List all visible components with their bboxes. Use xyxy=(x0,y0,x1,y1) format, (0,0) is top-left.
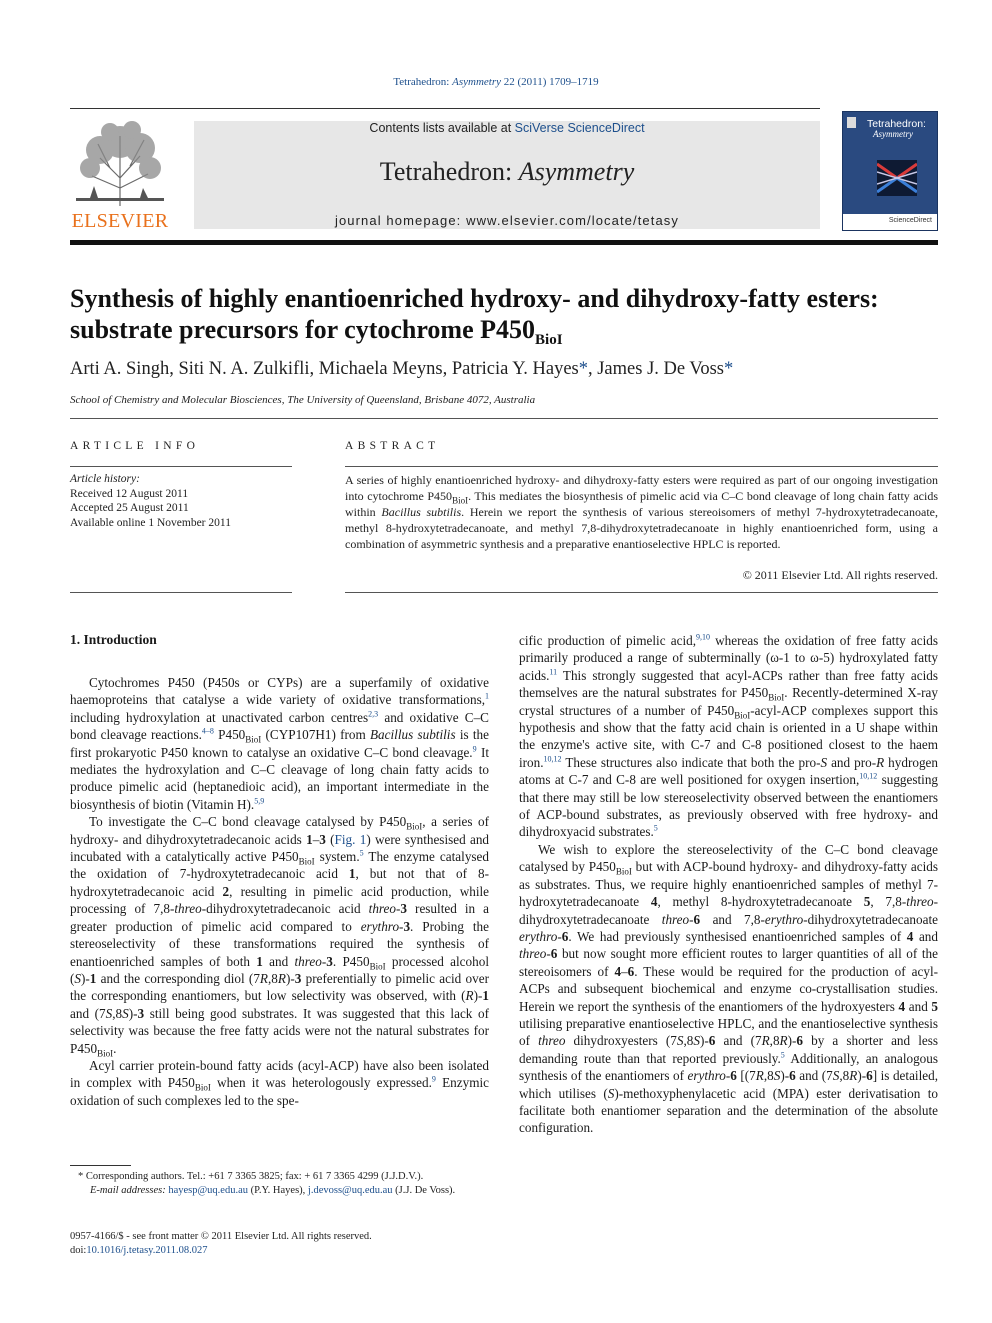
issn-line: 0957-4166/$ - see front matter © 2011 Elsevier Ltd. All rights reserved. xyxy=(70,1231,372,1242)
author: Michaela Meyns xyxy=(318,359,443,379)
article-title: Synthesis of highly enantioenriched hydroxy- and dihydroxy-fatty esters: substrate precursors for cytochrome $P450_{BioI}$ xyxy=(70,284,879,349)
author: Patricia Y. Hayes xyxy=(451,359,579,379)
journal-cover-thumbnail[interactable]: Tetrahedron: Asymmetry ScienceDirect xyxy=(842,111,938,231)
corresponding-author-link[interactable]: * xyxy=(578,359,588,379)
copyright-notice: © 2011 Elsevier Ltd. All rights reserved. xyxy=(742,568,938,582)
journal-banner xyxy=(194,121,820,229)
author: Arti A. Singh xyxy=(70,359,170,379)
journal-citation[interactable] xyxy=(0,76,992,88)
header-thick-rule xyxy=(70,240,938,245)
contents-line: Contents lists available at SciVerse ScienceDirect xyxy=(369,121,645,135)
email-link[interactable]: j.devoss@uq.edu.au xyxy=(307,1185,393,1196)
received-date: Received 12 August 2011 xyxy=(70,487,189,500)
cover-logo-icon xyxy=(847,117,856,128)
citation-journal: Tetrahedron: xyxy=(393,76,450,88)
article-history: Article history: Received 12 August 2011 Accepted 25 August 2011 Available online 1 November 2011 xyxy=(70,473,231,529)
section-heading-introduction: 1. Introduction xyxy=(70,632,157,647)
online-date: Available online 1 November 2011 xyxy=(70,516,231,529)
tree-logo-icon xyxy=(70,118,170,210)
paragraph: To investigate the C–C bond cleavage catalysed by $P450_{BioI}$, a series of hydroxy- and dihydroxytetradecanoic acids 1–3 (Fig. 1) were synthesised and incubated with a catalytically active $P450_{BioI}$ system.$^5$ The enzyme catalysed the oxidation of 7-hydroxytetradecanoic acid 1, but not that of 8-hydroxytetradecanoic acid 2, resulting in pimelic acid production, while processing of 7,8-threo-dihydroxytetradecanoic acid threo-3 resulted in a greater production of pimelic acid compared to erythro-3. Probing the stereoselectivity of these transformations required the synthesis of enantioenriched samples of both 1 and threo-3. $P450_{BioI}$ processed alcohol (S)-1 and the corresponding diol (7R,8R)-3 preferentially to pimelic acid over the corresponding enantiomers, but low selectivity was observed, with (R)-1 and (7S,8S)-3 still being good substrates. It was suggested that this lack of selectivity was because the free fatty acids were not the natural substrates for $P450_{BioI}$. xyxy=(70,814,490,1059)
paragraph: Acyl carrier protein-bound fatty acids (acyl-ACP) have also been isolated in complex with $P450_{BioI}$ when it was heterologously expressed.$^9$ Enzymic oxidation of such complexes led to the spe- xyxy=(70,1057,489,1108)
cover-art-icon xyxy=(877,160,917,196)
paragraph: cific production of pimelic acid,$^{9,10}$ whereas the oxidation of free fatty acids primarily produced a range of subterminally (ω-1 to ω-5) hydroxylated fatty acids.$^{11}$ This strongly suggested that acyl-ACPs rather than free fatty acids themselves are the natural substrates for $P450_{BioI}$. Recently-determined X-ray crystal structures of a number of $P450_{BioI}-acyl$-ACP complexes support this hypothesis and show that the fatty acid chain is oriented in a U shape within the enzyme's active site, with C-7 and C-8 positioned closest to the haem iron.$^{10,12}$ These structures also indicate that both the pro-S and pro-R hydrogen atoms at C-7 and C-8 are well positioned for oxygen insertion,$^{10,12}$ suggesting that there may still be low stereoselectivity observed between the enantiomers of ACP-bound substrates, as previously observed with free hydroxy- and dihydroxyacid substrates.$^5$ xyxy=(519,632,939,840)
article-info-heading: ARTICLE INFO xyxy=(70,440,200,452)
body-column-right xyxy=(519,632,938,1137)
author: Siti N. A. Zulkifli xyxy=(178,359,310,379)
affiliation: School of Chemistry and Molecular Biosciences, The University of Queensland, Brisbane 4072, Australia xyxy=(70,394,536,406)
body-column-left xyxy=(70,674,489,1109)
journal-name: Tetrahedron: Asymmetry xyxy=(379,157,635,186)
journal-homepage[interactable]: journal homepage: www.elsevier.com/locate/tetasy xyxy=(334,213,679,228)
author: James J. De Voss xyxy=(597,359,725,379)
doi-link[interactable]: 10.1016/j.tetasy.2011.08.027 xyxy=(86,1245,208,1256)
sciencedirect-link[interactable]: SciVerse ScienceDirect xyxy=(514,121,645,135)
citation-volume-pages: 22 (2011) 1709–1719 xyxy=(503,76,599,88)
accepted-date: Accepted 25 August 2011 xyxy=(70,502,189,514)
corresponding-author-link[interactable]: * xyxy=(724,359,734,379)
citation-journal-italic: Asymmetry xyxy=(452,76,501,88)
abstract-text: A series of highly enantioenriched hydroxy- and dihydroxy-fatty esters were required as part of our ongoing investigation into cytochrome $P450_{BioI}$. This mediates the biosynthesis of pimelic acid via C–C bond cleavage of long chain fatty acids within Bacillus subtilis. Herein we report the synthesis of various stereoisomers of methyl 7-hydroxytetradecanoate, methyl 8-hydroxytetradecanoate, and methyl 7,8-dihydroxytetradecanoate in highly enantioenriched form, using a combination of asymmetric synthesis and a preparative enantioselective HPLC is reported. xyxy=(345,473,938,551)
email-link[interactable]: hayesp@uq.edu.au xyxy=(168,1185,249,1196)
page-footer: 0957-4166/$ - see front matter © 2011 Elsevier Ltd. All rights reserved. doi:10.1016/j.tetasy.2011.08.027 xyxy=(70,1231,372,1256)
paragraph: We wish to explore the stereoselectivity of the C–C bond cleavage catalysed by $P450_{BioI}$ but with ACP-bound hydroxy- and dihydroxy-fatty acids as substrates. Thus, we require highly enantioenriched samples of methyl 7-hydroxytetradecanoate 4, methyl 8-hydroxytetradecanoate 5, 7,8-threo-dihydroxytetradecanoate threo-6 and 7,8-erythro-dihydroxytetradecanoate erythro-6. We had previously synthesised enantioenriched samples of 4 and threo-6 but now sought more efficient routes to larger quantities of all of the stereoisomers of 4–6. These would be required for the production of acyl-ACPs and subsequent biochemical and enzyme co-crystallisation studies. Herein we report the synthesis of the enantiomers of the hydroxyesters 4 and 5 utilising preparative enantioselective HPLC, and the enantioselective synthesis of threo dihydroxyesters (7S,8S)-6 and (7R,8R)-6 by a shorter and less demanding route than that reported previously.$^5$ Additionally, an analogous synthesis of the enantiomers of erythro-6 [(7R,8S)-6 and (7S,8R)-6] is detailed, which utilises (S)-methoxyphenylacetic acid (MPA) ester derivatisation to facilitate both enantiomer separation and the determination of the absolute configuration. xyxy=(519,841,939,1136)
divider xyxy=(70,418,938,419)
author-list: Arti A. Singh, Siti N. A. Zulkifli, Michaela Meyns, Patricia Y. Hayes*, James J. De Voss* xyxy=(70,359,734,379)
corresponding-author-footnote: * Corresponding authors. Tel.: +61 7 3365 3825; fax: + 61 7 3365 4299 (J.J.D.V.). E-mail addresses: hayesp@uq.edu.au (P.Y. Hayes), j.devoss@uq.edu.au (J.J. De Voss). xyxy=(78,1171,456,1196)
abstract-heading: ABSTRACT xyxy=(345,440,440,452)
paragraph: Cytochromes P450 (P450s or CYPs) are a superfamily of oxidative haemoproteins that catalyse a wide variety of oxidative transformations,$^1$ including hydroxylation at unactivated carbon centres$^{2,3}$ and oxidative C–C bond cleavage reactions.$^{4-8}$ $P450_{BioI}$ (CYP107H1) from Bacillus subtilis is the first prokaryotic P450 known to catalyse an oxidative C–C bond cleavage.$^9$ It mediates the hydroxylation and C–C cleavage of long chain fatty acids to produce pimelic acid (heptanedioic acid), an important intermediate in the biosynthesis of biotin (Vitamin H).$^{5,9}$ xyxy=(70,675,489,812)
header-divider xyxy=(70,108,820,109)
elsevier-logo[interactable] xyxy=(70,118,170,234)
elsevier-wordmark: ELSEVIER xyxy=(71,210,169,232)
